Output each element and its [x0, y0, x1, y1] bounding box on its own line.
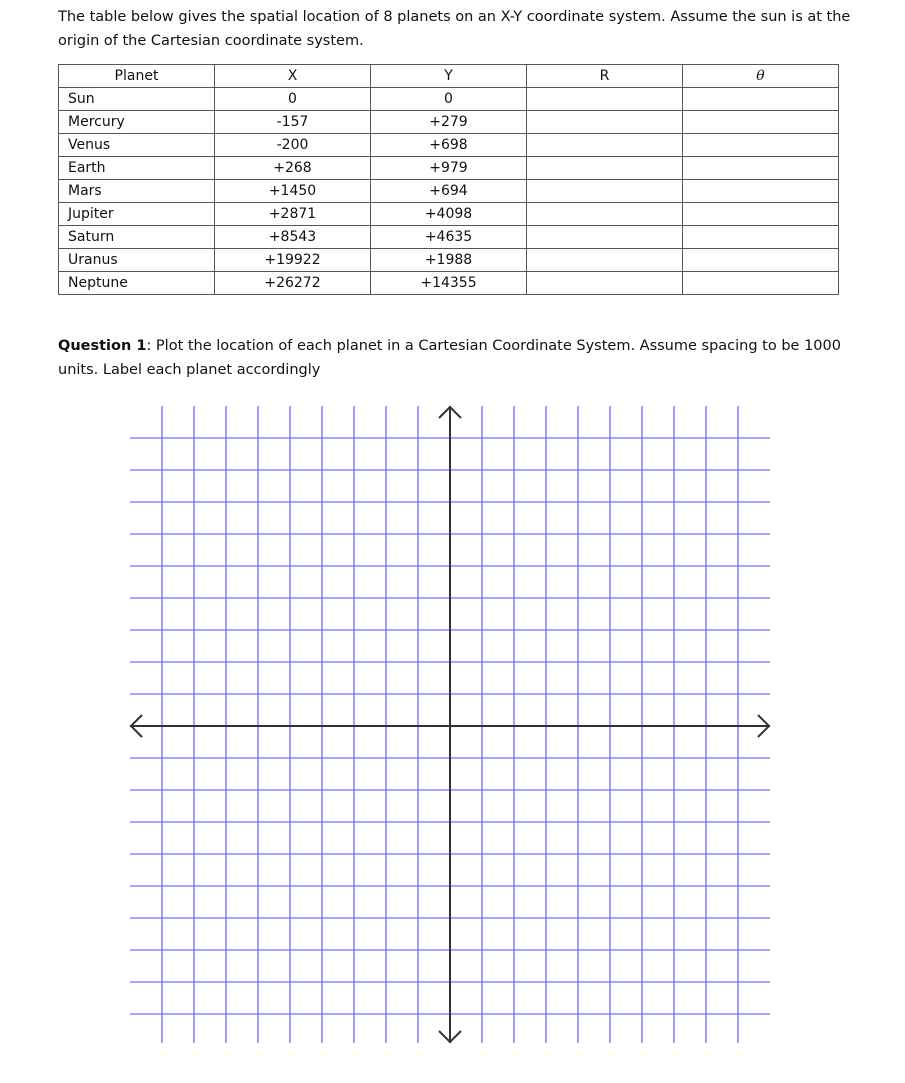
- cell-x: +1450: [215, 180, 371, 203]
- cell-y: +1988: [371, 249, 527, 272]
- header-theta: θ: [683, 65, 839, 88]
- question-label: Question 1: [58, 338, 147, 354]
- cell-x: +26272: [215, 272, 371, 295]
- question-text: : Plot the location of each planet in a Cartesian Coordinate System. Assume spacing to be 1000 units. Label each planet accordingly: [58, 338, 841, 378]
- cell-planet: Sun: [59, 88, 215, 111]
- cell-y: +4635: [371, 226, 527, 249]
- cell-x: 0: [215, 88, 371, 111]
- cell-planet: Uranus: [59, 249, 215, 272]
- cell-x: -157: [215, 111, 371, 134]
- cell-planet: Neptune: [59, 272, 215, 295]
- cell-x: +2871: [215, 203, 371, 226]
- cell-y: +698: [371, 134, 527, 157]
- cell-y: +14355: [371, 272, 527, 295]
- cell-x: -200: [215, 134, 371, 157]
- header-y: Y: [371, 65, 527, 88]
- cell-y: +279: [371, 111, 527, 134]
- intro-text: The table below gives the spatial location of 8 planets on an X-Y coordinate system. Assume the sun is at the origin of the Cartesian coordinate system.: [58, 9, 851, 49]
- cell-x: +19922: [215, 249, 371, 272]
- cell-x: +8543: [215, 226, 371, 249]
- cell-planet: Saturn: [59, 226, 215, 249]
- cell-y: 0: [371, 88, 527, 111]
- header-r: R: [527, 65, 683, 88]
- cell-planet: Venus: [59, 134, 215, 157]
- cell-y: +979: [371, 157, 527, 180]
- cell-planet: Mercury: [59, 111, 215, 134]
- header-planet: Planet: [59, 65, 215, 88]
- cell-y: +694: [371, 180, 527, 203]
- cell-x: +268: [215, 157, 371, 180]
- cell-planet: Mars: [59, 180, 215, 203]
- cell-planet: Jupiter: [59, 203, 215, 226]
- header-x: X: [215, 65, 371, 88]
- cell-planet: Earth: [59, 157, 215, 180]
- cell-y: +4098: [371, 203, 527, 226]
